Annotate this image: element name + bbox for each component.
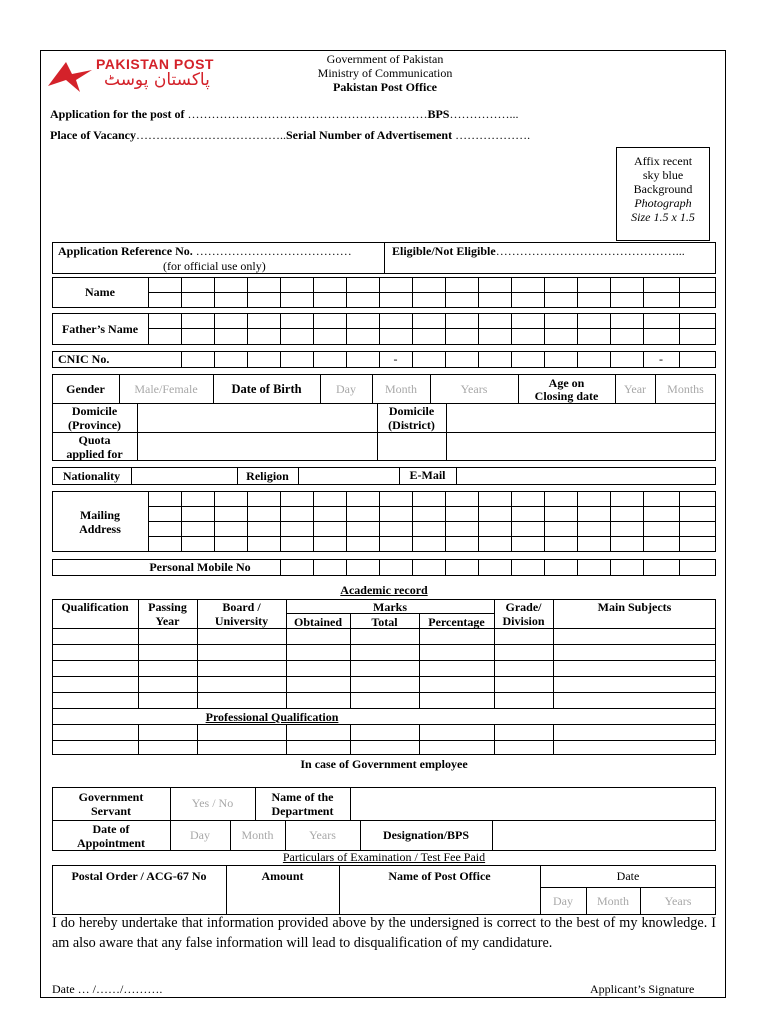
photo-text-1: Affix recent [633,154,693,168]
dob-day[interactable]: Day [336,382,356,396]
fee-title: Particulars of Examination / Test Fee Paid [282,850,486,864]
domicile-district-label-1: Domicile [388,404,435,418]
post-bird-icon [46,58,96,94]
reference-label: Application Reference No. [58,244,193,258]
reference-note: (for official use only) [163,259,266,273]
postal-order-header: Postal Order / ACG-67 No [71,869,207,883]
gender-label: Gender [66,382,105,396]
qualification-header: Qualification [61,600,129,614]
subjects-header: Main Subjects [597,600,672,614]
grade-header-2: Division [502,614,545,628]
bps-dots[interactable]: ……………... [449,107,519,121]
age-label-1: Age on [548,376,585,390]
domicile-province-label-2: (Province) [67,418,122,432]
header-line1: Government of Pakistan [326,52,444,66]
photo-text-5: Size 1.5 x 1.5 [631,210,695,224]
reference-dots[interactable]: ………………………………… [195,244,352,258]
fee-years[interactable]: Years [664,894,692,908]
name-label: Name [85,285,115,299]
email-label: E-Mail [409,468,446,482]
amount-header: Amount [261,869,304,883]
vacancy-label: Place of Vacancy [50,128,136,142]
mobile-label: Personal Mobile No [149,560,251,574]
applicant-signature[interactable]: Applicant’s Signature [590,982,695,996]
govt-servant-label-2: Servant [91,804,131,818]
academic-title: Academic record [340,583,428,597]
bps-label: BPS [427,107,450,121]
religion-label: Religion [246,469,289,483]
nationality-label: Nationality [62,469,121,483]
marks-header: Marks [373,600,407,614]
vacancy-dots[interactable]: ……………………………….. [136,128,286,142]
cnic-dash-1: - [393,352,398,366]
designation-label: Designation/BPS [382,828,469,842]
header-line3: Pakistan Post Office [333,80,437,94]
grade-header-1: Grade/ [505,600,542,614]
dob-label: Date of Birth [231,382,302,396]
board-header-1: Board / [222,600,261,614]
eligible-dots[interactable]: ………………………………………... [495,244,685,258]
logo-urdu: پاکستان پوسٹ [104,70,210,90]
serial-dots[interactable]: ………………. [455,128,531,142]
appointment-month[interactable]: Month [241,828,274,842]
age-year[interactable]: Year [623,382,647,396]
fee-date-header: Date [616,869,640,883]
photo-text-2: sky blue [642,168,684,182]
eligible-line [392,244,685,259]
department-label-2: Department [271,804,334,818]
govt-employee-title: In case of Government employee [300,757,468,771]
appointment-day[interactable]: Day [190,828,210,842]
domicile-province-input[interactable] [138,404,376,431]
father-name-grid[interactable] [52,313,716,345]
passing-year-header-2: Year [155,614,180,628]
gender-input[interactable]: Male/Female [134,382,198,396]
photo-text-4: Photograph [634,196,692,210]
total-header: Total [371,615,398,629]
govt-servant-input[interactable]: Yes / No [191,796,234,810]
father-name-label: Father’s Name [61,322,139,336]
obtained-header: Obtained [293,615,342,629]
appointment-label-1: Date of [92,822,130,836]
cnic-label: CNIC No. [58,352,110,366]
passing-year-header-1: Passing [148,600,187,614]
percentage-header: Percentage [428,615,485,629]
age-months[interactable]: Months [667,382,704,396]
quota-label-1: Quota [78,433,111,447]
mailing-label-2: Address [79,522,121,536]
mailing-label-1: Mailing [79,508,120,522]
quota-label-2: applied for [66,447,123,461]
domicile-district-input[interactable] [447,404,715,431]
quota-input[interactable] [138,433,376,460]
dob-years[interactable]: Years [460,382,488,396]
fee-day[interactable]: Day [553,894,573,908]
eligible-label: Eligible/Not Eligible [392,244,496,258]
fee-month[interactable]: Month [596,894,629,908]
professional-qualification-label: Professional Qualification [205,710,339,724]
domicile-district-label-2: (District) [388,418,435,432]
appointment-years[interactable]: Years [309,828,336,842]
vacancy-line [50,128,530,143]
govt-servant-label-1: Government [78,790,144,804]
post-office-header: Name of Post Office [388,869,491,883]
dob-month[interactable]: Month [384,382,417,396]
board-header-2: University [214,614,269,628]
post-line [50,107,518,122]
domicile-province-label-1: Domicile [71,404,118,418]
cnic-dash-2: - [659,352,663,366]
declaration-text: I do hereby undertake that information provided above by the undersigned is correct to the best of my knowledge. I am also aware that any false information will lead to disqualification of my candidature. [52,915,716,951]
logo-text: PAKISTAN POST [96,56,214,72]
pakistan-post-logo [46,56,216,96]
post-label: Application for the post of [50,107,185,121]
photo-text-3: Background [633,182,693,196]
header-line2: Ministry of Communication [317,66,453,80]
serial-label: Serial Number of Advertisement [286,128,453,142]
post-dots[interactable]: …………………………………………………… [187,107,428,121]
reference-line [58,244,352,259]
nationality-row [52,467,716,485]
department-label-1: Name of the [271,790,334,804]
appointment-label-2: Appointment [76,836,145,850]
age-label-2: Closing date [534,389,599,403]
footer-date[interactable]: Date … /……/………. [52,982,163,996]
